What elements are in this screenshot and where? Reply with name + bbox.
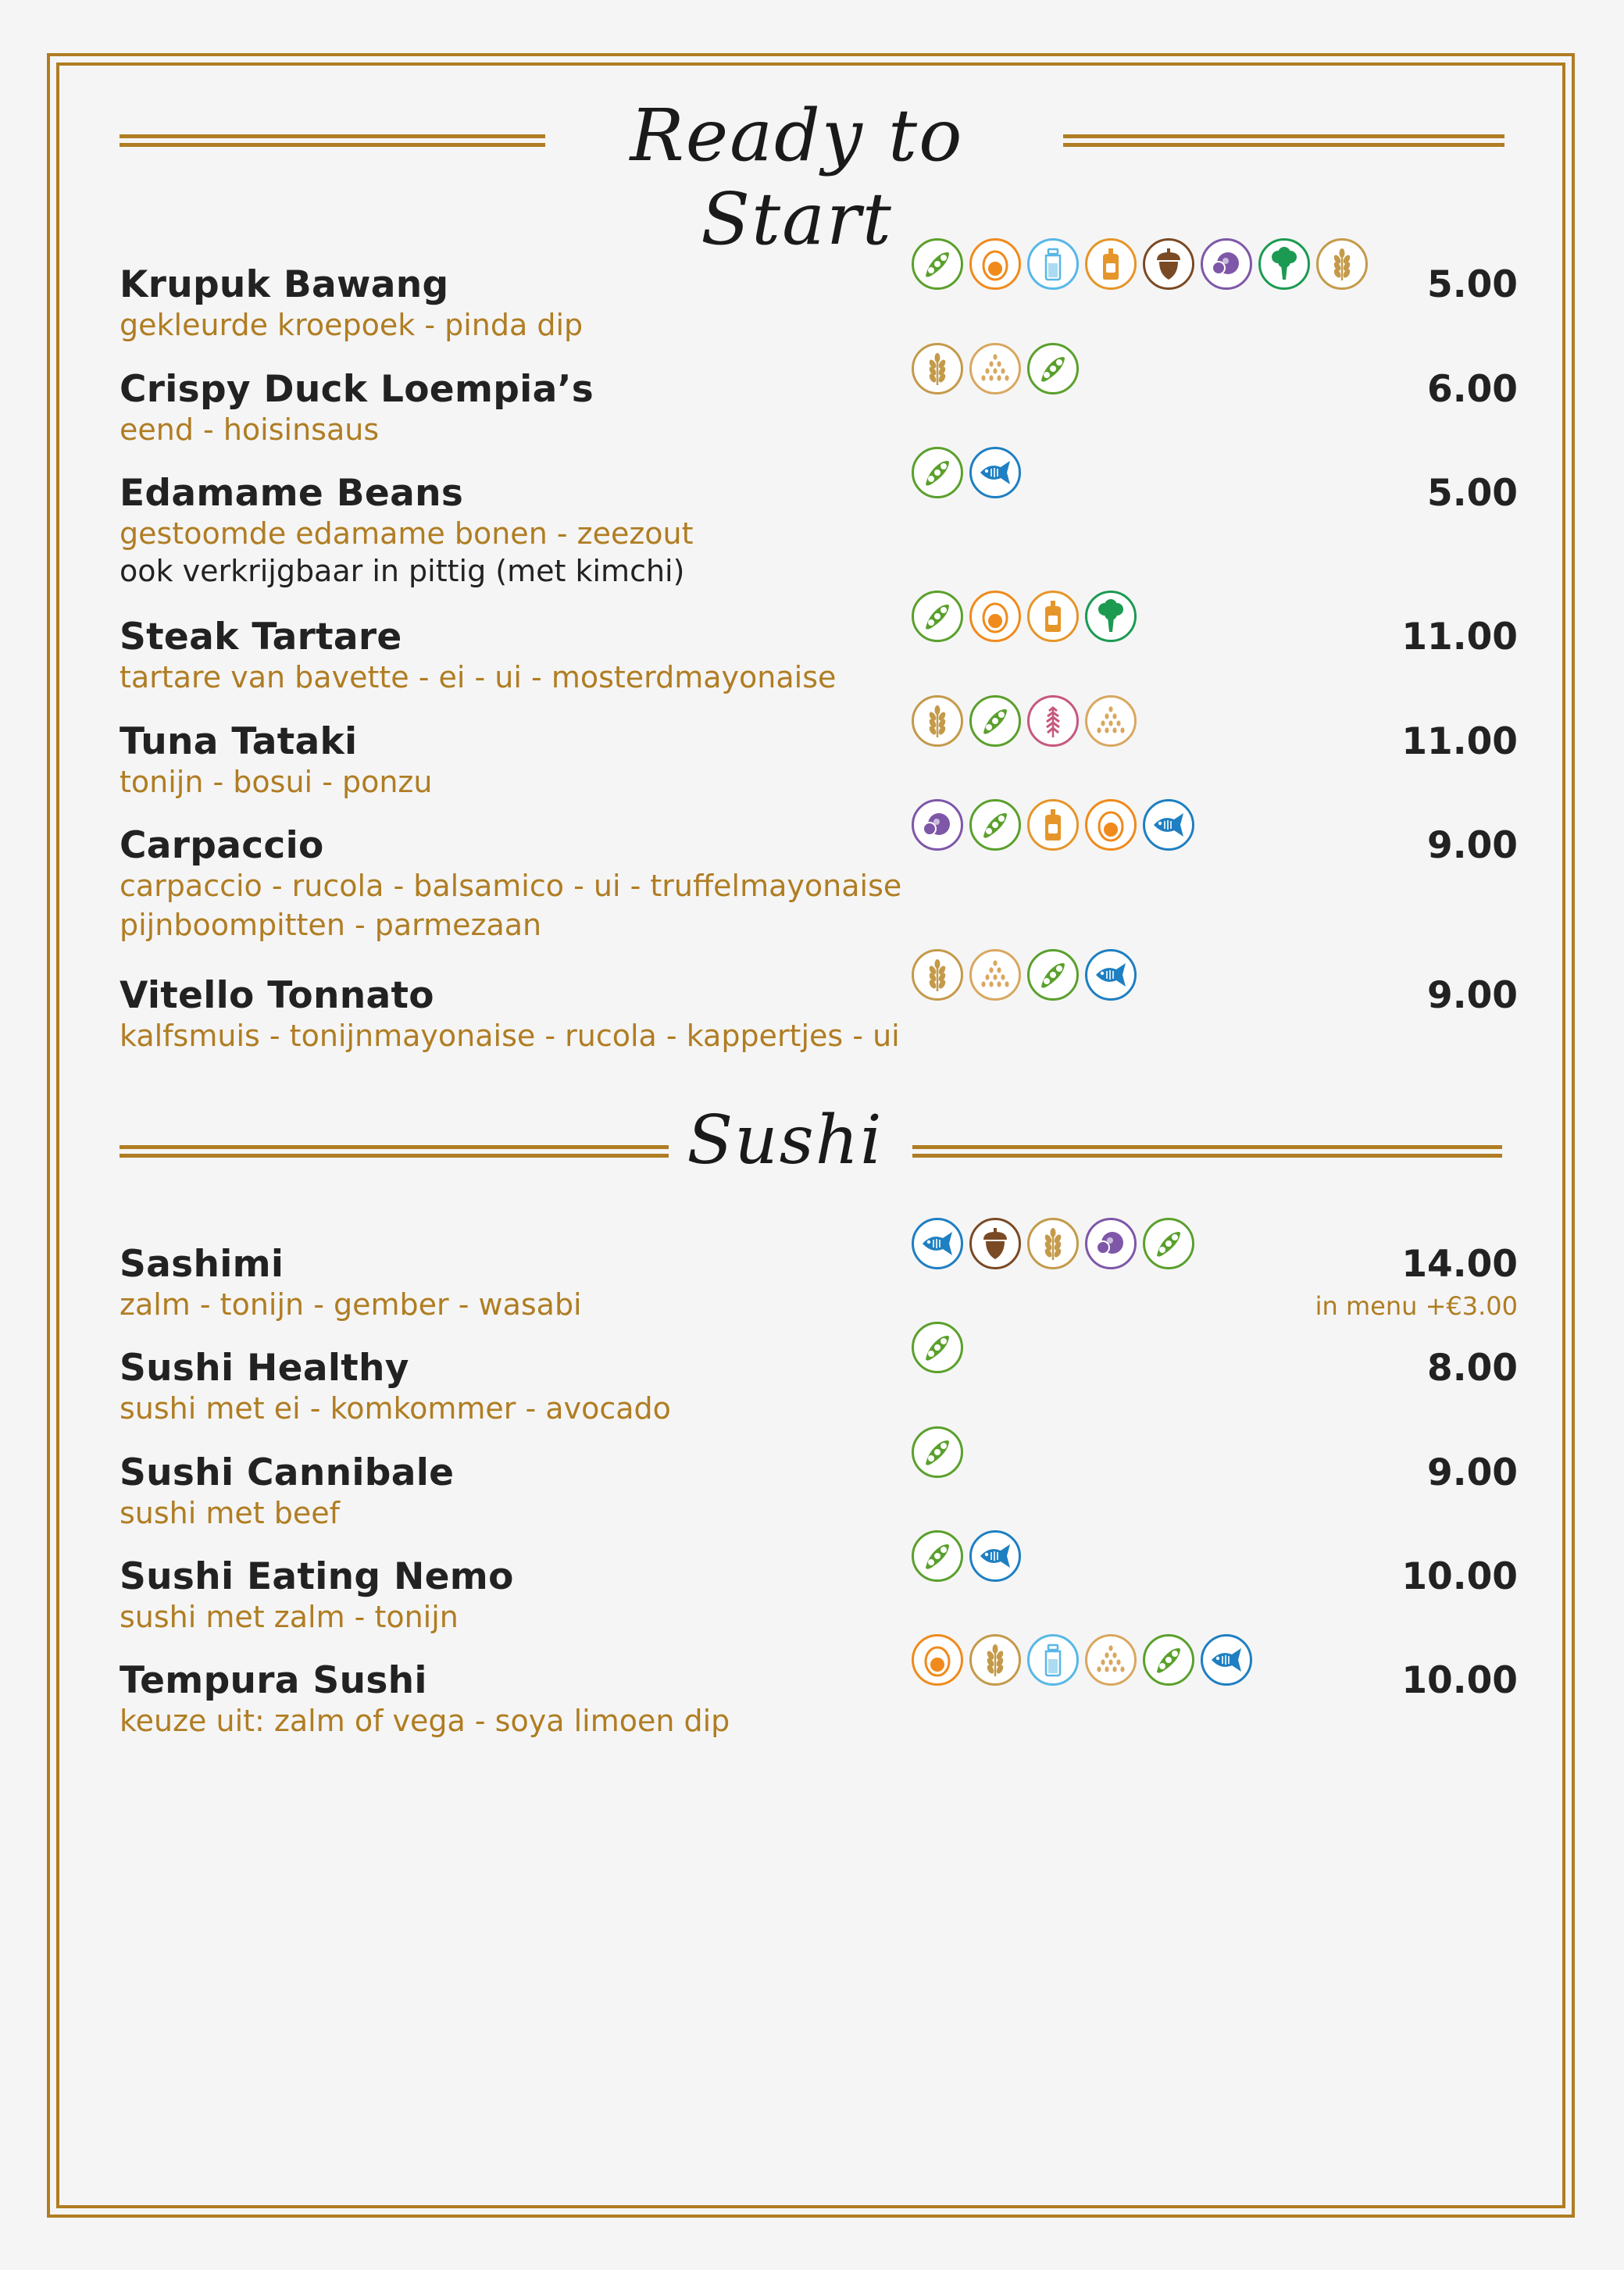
item-name: Sushi Eating Nemo [120, 1555, 514, 1598]
allergen-icons [912, 1426, 963, 1481]
sesame-seeds-icon [1085, 695, 1137, 747]
allergen-icons [912, 591, 1137, 645]
soybean-icon [912, 1426, 963, 1478]
item-description: gestoomde edamame bonen - zeezout [120, 516, 694, 551]
soybean-icon [1143, 1218, 1194, 1269]
soybean-icon [969, 799, 1021, 851]
wheat-icon [1027, 1218, 1079, 1269]
soybean-icon [912, 1322, 963, 1373]
sesame-seeds-icon [969, 343, 1021, 394]
allergen-icons [912, 238, 1368, 293]
item-price: 10.00 [1401, 1555, 1518, 1598]
fish-icon [969, 1530, 1021, 1582]
mustard-bottle-icon [1027, 799, 1079, 851]
fish-icon [912, 1218, 963, 1269]
acorn-icon [969, 1218, 1021, 1269]
sesame-seeds-icon [969, 949, 1021, 1001]
egg-icon [1085, 799, 1137, 851]
item-name: Crispy Duck Loempia’s [120, 368, 594, 411]
allergen-icons [912, 1634, 1252, 1689]
item-description: gekleurde kroepoek - pinda dip [120, 308, 584, 342]
mustard-bottle-icon [1085, 238, 1137, 290]
wheat-icon [969, 1634, 1021, 1686]
allergen-icons [912, 343, 1079, 398]
item-price: 9.00 [1427, 824, 1518, 867]
item-description: carpaccio - rucola - balsamico - ui - truffelmayonaise [120, 869, 902, 903]
milk-bottle-icon [1027, 238, 1079, 290]
allergen-icons [912, 447, 1021, 501]
fish-icon [1143, 799, 1194, 851]
wheat-icon [912, 343, 963, 394]
item-description: sushi met ei - komkommer - avocado [120, 1391, 671, 1426]
celery-icon [1085, 591, 1137, 642]
item-name: Sushi Healthy [120, 1347, 409, 1390]
item-price: 5.00 [1427, 263, 1518, 306]
item-name: Carpaccio [120, 824, 324, 867]
soybean-icon [969, 695, 1021, 747]
wheat-icon [912, 949, 963, 1001]
item-price: 8.00 [1427, 1347, 1518, 1390]
item-price: 14.00 [1401, 1243, 1518, 1286]
item-name: Tempura Sushi [120, 1659, 427, 1702]
sesame-seeds-icon [1085, 1634, 1137, 1686]
mollusc-icon [1085, 1218, 1137, 1269]
soybean-icon [912, 1530, 963, 1582]
soybean-icon [1027, 343, 1079, 394]
section-title: Sushi [687, 1101, 883, 1180]
allergen-icons [912, 1218, 1194, 1272]
item-description: kalfsmuis - tonijnmayonaise - rucola - kappertjes - ui [120, 1019, 900, 1053]
egg-icon [912, 1634, 963, 1686]
soybean-icon [912, 238, 963, 290]
item-note: ook verkrijgbaar in pittig (met kimchi) [120, 554, 685, 588]
item-name: Sashimi [120, 1243, 284, 1286]
soybean-icon [912, 591, 963, 642]
fish-icon [1085, 949, 1137, 1001]
item-price: 10.00 [1401, 1659, 1518, 1702]
item-name: Vitello Tonnato [120, 974, 434, 1017]
allergen-icons [912, 1530, 1021, 1585]
item-price: 9.00 [1427, 1451, 1518, 1494]
section-rule-right [1063, 132, 1504, 149]
item-description: sushi met beef [120, 1496, 341, 1530]
item-description: zalm - tonijn - gember - wasabi [120, 1287, 582, 1322]
item-price: 11.00 [1401, 616, 1518, 659]
item-name: Sushi Cannibale [120, 1451, 455, 1494]
allergen-icons [912, 949, 1137, 1004]
egg-icon [969, 591, 1021, 642]
acorn-icon [1143, 238, 1194, 290]
mollusc-icon [912, 799, 963, 851]
fish-icon [969, 447, 1021, 498]
fish-icon [1201, 1634, 1252, 1686]
allergen-icons [912, 695, 1137, 750]
lupin-icon [1027, 695, 1079, 747]
item-description: eend - hoisinsaus [120, 412, 380, 447]
item-description: tartare van bavette - ei - ui - mosterdmayonaise [120, 660, 837, 694]
item-description: keuze uit: zalm of vega - soya limoen dip [120, 1704, 730, 1738]
item-description: tonijn - bosui - ponzu [120, 765, 433, 799]
section-title: Ready to Start [630, 94, 964, 261]
mollusc-icon [1201, 238, 1252, 290]
item-description-line-2: pijnboompitten - parmezaan [120, 908, 542, 942]
allergen-icons [912, 1322, 963, 1376]
section-rule-right [912, 1143, 1502, 1160]
item-price: 11.00 [1401, 720, 1518, 763]
item-price: 5.00 [1427, 472, 1518, 515]
milk-bottle-icon [1027, 1634, 1079, 1686]
soybean-icon [1027, 949, 1079, 1001]
item-name: Edamame Beans [120, 472, 464, 515]
item-name: Tuna Tataki [120, 720, 358, 763]
wheat-icon [912, 695, 963, 747]
item-price: 6.00 [1427, 368, 1518, 411]
soybean-icon [912, 447, 963, 498]
soybean-icon [1143, 1634, 1194, 1686]
celery-icon [1258, 238, 1310, 290]
section-rule-left [120, 1143, 669, 1160]
item-name: Krupuk Bawang [120, 263, 449, 306]
item-price-note: in menu +€3.00 [1315, 1291, 1518, 1321]
item-price: 9.00 [1427, 974, 1518, 1017]
item-name: Steak Tartare [120, 616, 402, 659]
wheat-icon [1316, 238, 1368, 290]
egg-icon [969, 238, 1021, 290]
item-description: sushi met zalm - tonijn [120, 1600, 459, 1634]
mustard-bottle-icon [1027, 591, 1079, 642]
allergen-icons [912, 799, 1194, 854]
section-rule-left [120, 132, 545, 149]
